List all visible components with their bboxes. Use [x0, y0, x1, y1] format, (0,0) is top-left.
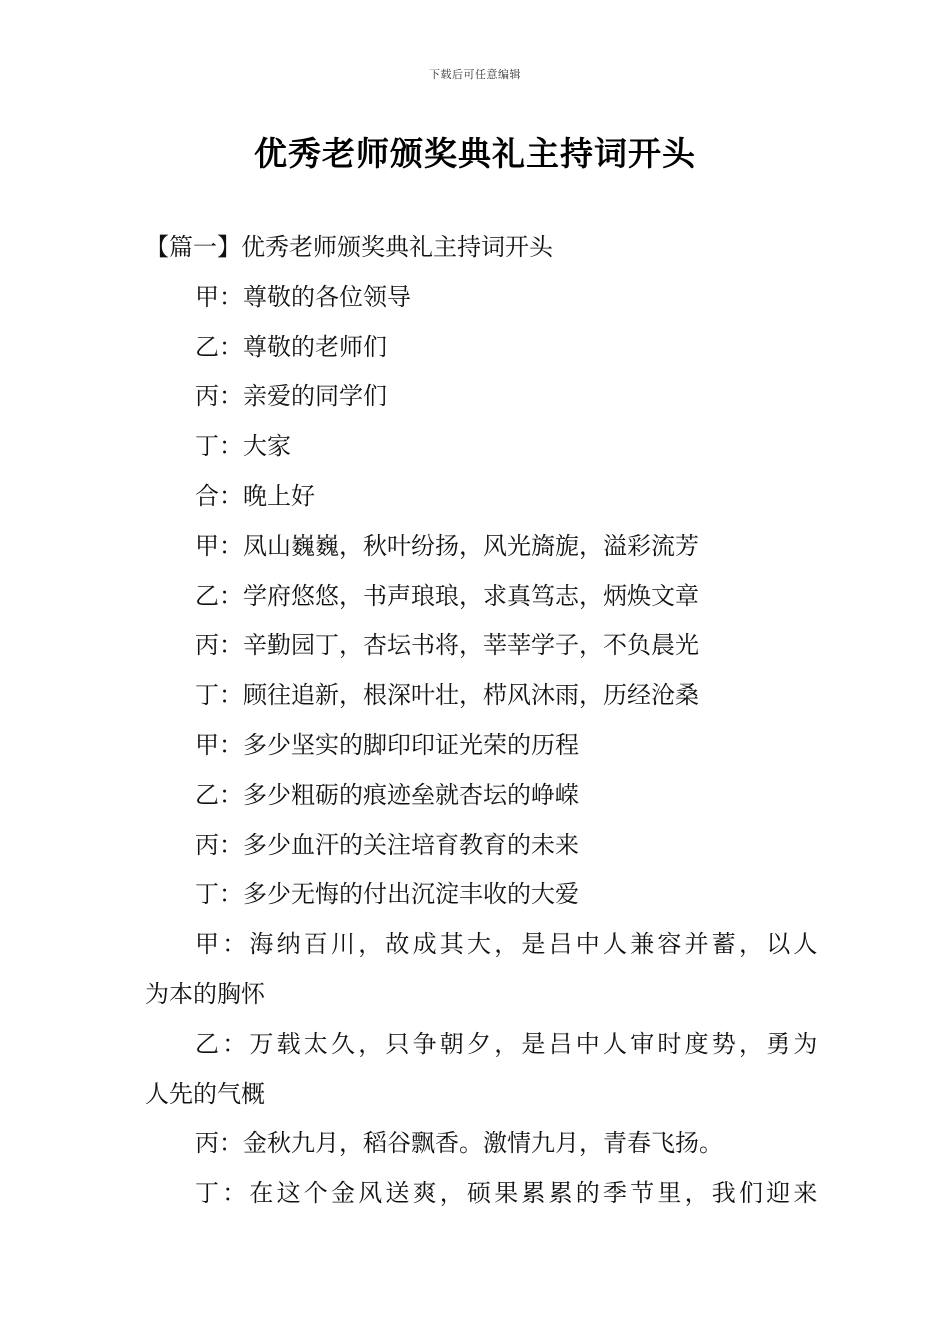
paragraph-line: 丁：在这个金风送爽，硕果累累的季节里，我们迎来: [195, 1179, 821, 1208]
paragraph-continuation: 为本的胸怀: [145, 979, 265, 1008]
dialogue-line: 丙：亲爱的同学们: [195, 382, 387, 411]
paragraph-line: 甲：海纳百川，故成其大，是吕中人兼容并蓄，以人: [195, 930, 821, 959]
dialogue-line: 合：晚上好: [195, 481, 315, 510]
dialogue-line: 乙：尊敬的老师们: [195, 332, 387, 361]
document-body: [145, 223, 821, 1219]
dialogue-line: 丁：顾往追新，根深叶壮，栉风沐雨，历经沧桑: [195, 681, 699, 710]
dialogue-line: 丁：多少无悔的付出沉淀丰收的大爱: [195, 880, 579, 909]
dialogue-line: 甲：尊敬的各位领导: [195, 282, 411, 311]
dialogue-line: 丙：金秋九月，稻谷飘香。激情九月，青春飞扬。: [195, 1129, 723, 1158]
dialogue-line: 丙：辛勤园丁，杏坛书将，莘莘学子，不负晨光: [195, 631, 699, 660]
dialogue-line: 丙：多少血汗的关注培育教育的未来: [195, 830, 579, 859]
header-note: 下载后可任意编辑: [429, 68, 521, 81]
dialogue-line: 甲：凤山巍巍，秋叶纷扬，风光旖旎，溢彩流芳: [195, 531, 699, 560]
dialogue-line: 甲：多少坚实的脚印印证光荣的历程: [195, 730, 579, 759]
dialogue-line: 乙：学府悠悠，书声琅琅，求真笃志，炳焕文章: [195, 581, 699, 610]
document-title: 优秀老师颁奖典礼主持词开头: [254, 134, 696, 173]
paragraph-continuation: 人先的气概: [145, 1079, 265, 1108]
dialogue-line: 丁：大家: [195, 432, 291, 461]
section-heading: 【篇一】优秀老师颁奖典礼主持词开头: [145, 233, 553, 261]
paragraph-line: 乙：万载太久，只争朝夕，是吕中人审时度势，勇为: [195, 1029, 821, 1058]
dialogue-line: 乙：多少粗砺的痕迹垒就杏坛的峥嵘: [195, 780, 579, 809]
